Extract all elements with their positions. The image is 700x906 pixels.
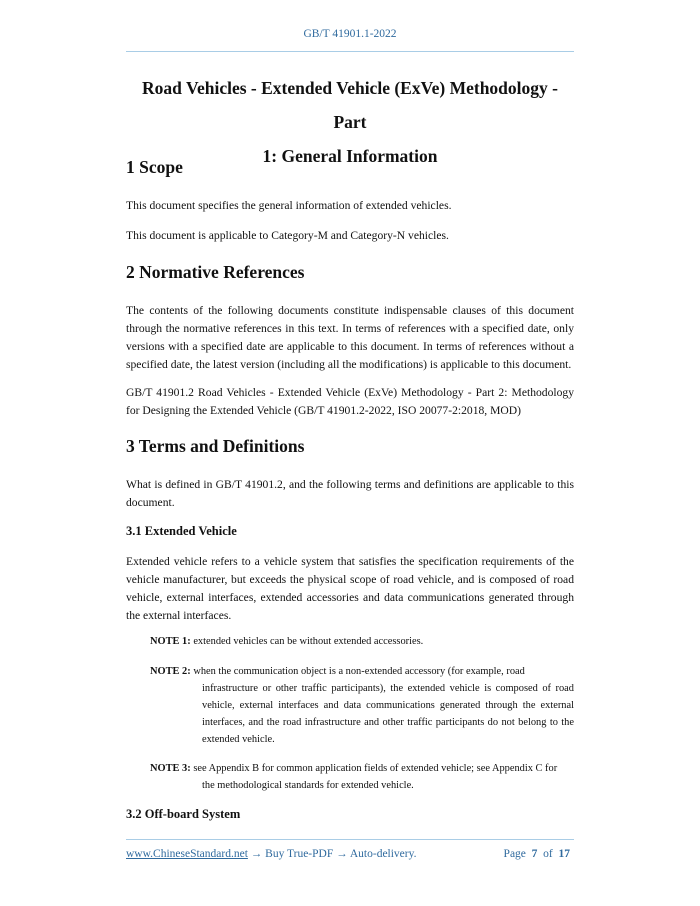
note-2: NOTE 2: when the communication object is a non-extended accessory (for example, road infrastructure or other traffic participants), the extended vehicle is composed of road vehicle, external interfaces and data communications generated through the external interfaces, and the road infrastructure and other traffic participants do not belong to the extended vehicle. [150,666,574,745]
heading-normative-references: 2 Normative References [126,262,305,282]
buy-true-pdf: Buy True-PDF [265,848,334,860]
heading-off-board-system: 3.2 Off-board System [126,807,241,821]
arrow-icon: → [250,848,263,860]
title-line-1: Road Vehicles - Extended Vehicle (ExVe) Methodology - Part [142,78,558,132]
heading-scope: 1 Scope [126,157,183,177]
footer [126,848,574,860]
terms-paragraph-1: What is defined in GB/T 41901.2, and the following terms and definitions are applicable to this document. [126,478,574,509]
website-link[interactable]: www.ChineseStandard.net [126,848,248,860]
scope-paragraph-2: This document is applicable to Category-M and Category-N vehicles. [126,229,449,242]
footer-rule [126,839,574,840]
arrow-icon: → [336,848,348,860]
auto-delivery: Auto-delivery. [349,848,417,860]
normative-paragraph-1: The contents of the following documents constitute indispensable clauses of this document through the normative references in this text. In terms of references with a specified date, only versions with a specified date are applicable to this document. In terms of references without a specified date, the latest version (including all the modifications) is applicable to this document. [126,304,574,371]
heading-extended-vehicle: 3.1 Extended Vehicle [126,524,237,538]
note-1: NOTE 1: extended vehicles can be without extended accessories. [150,636,424,647]
normative-paragraph-2: GB/T 41901.2 Road Vehicles - Extended Vehicle (ExVe) Methodology - Part 2: Methodology for Designing the Extended Vehicle (GB/T 41901.2-2022, ISO 20077-2:2018, MOD) [126,386,574,417]
page-indicator: Page 7 of 17 [503,848,570,860]
header-rule [126,51,574,52]
extended-vehicle-definition: Extended vehicle refers to a vehicle system that satisfies the specification requirements of the vehicle manufacturer, but exceeds the physical scope of road vehicle, and is composed of road vehicle, external interfaces, extended accessories and data communications generated through the external interfaces. [126,555,574,622]
header-doc-number: GB/T 41901.1-2022 [303,28,397,40]
title-line-2: 1: General Information [262,146,438,166]
scope-paragraph-1: This document specifies the general information of extended vehicles. [126,199,452,212]
note-3: NOTE 3: see Appendix B for common application fields of extended vehicle; see Appendix C for the methodological standards for extended vehicle. [150,763,558,791]
heading-terms-definitions: 3 Terms and Definitions [126,436,305,456]
